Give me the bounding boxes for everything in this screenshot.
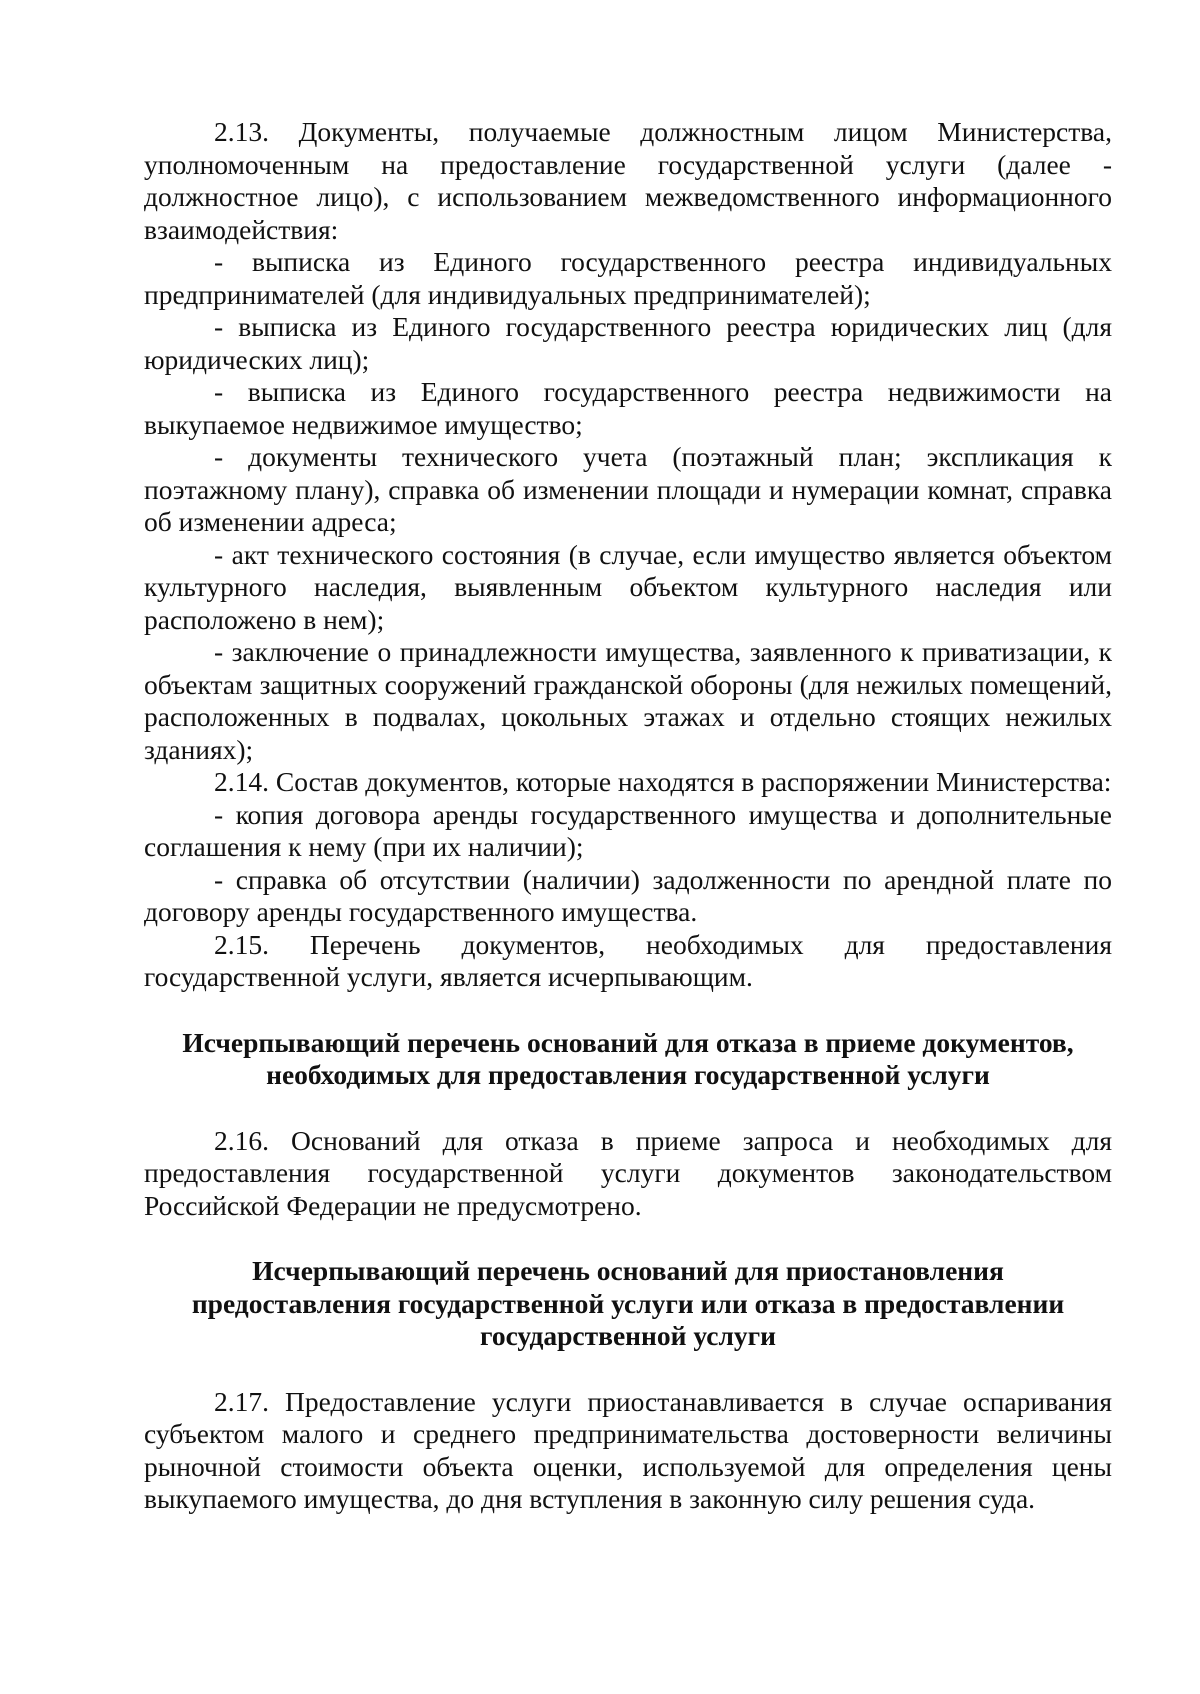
list-item-egrip-extract: - выписка из Единого государственного реестра индивидуальных предпринимателей (для индивидуальных предпринимателей);	[144, 246, 1112, 310]
heading-line: Исчерпывающий перечень оснований для отказа в приеме документов,	[182, 1026, 1074, 1058]
section-heading-refusal-grounds	[144, 1027, 1112, 1092]
list-item-technical-condition-act: - акт технического состояния (в случае, если имущество является объектом культурного наследия, выявленным объектом культурного наследия или расположено в нем);	[144, 538, 1112, 635]
heading-line: Исчерпывающий перечень оснований для приостановления	[252, 1255, 1004, 1286]
heading-line: необходимых для предоставления государственной услуги	[266, 1059, 990, 1090]
list-item-debt-certificate: - справка об отсутствии (наличии) задолженности по арендной плате по договору аренды государственного имущества.	[144, 863, 1112, 927]
list-item-egrn-extract: - выписка из Единого государственного реестра недвижимости на выкупаемое недвижимое имущество;	[144, 376, 1112, 440]
heading-line: предоставления государственной услуги или отказа в предоставлении	[191, 1287, 1065, 1319]
heading-line: государственной услуги	[480, 1320, 776, 1351]
list-item-egrul-extract: - выписка из Единого государственного реестра юридических лиц (для юридических лиц);	[144, 311, 1112, 375]
paragraph-2-13: 2.13. Документы, получаемые должностным лицом Министерства, уполномоченным на предоставление государственной услуги (далее - должностное лицо), с использованием межведомственного информационного взаимодействия:	[144, 116, 1112, 245]
paragraph-2-16: 2.16. Оснований для отказа в приеме запроса и необходимых для предоставления государственной услуги документов законодательством Российской Федерации не предусмотрено.	[144, 1124, 1112, 1221]
list-item-lease-agreement-copy: - копия договора аренды государственного имущества и дополнительные соглашения к нему (при их наличии);	[144, 798, 1112, 862]
document-page	[144, 116, 1112, 1516]
paragraph-2-14: 2.14. Состав документов, которые находятся в распоряжении Министерства:	[214, 766, 1112, 797]
paragraph-2-17: 2.17. Предоставление услуги приостанавливается в случае оспаривания субъектом малого и среднего предпринимательства достоверности величины рыночной стоимости объекта оценки, используемой для определения цены выкупаемого имущества, до дня вступления в законную силу решения суда.	[144, 1385, 1112, 1514]
list-item-civil-defense-conclusion: - заключение о принадлежности имущества, заявленного к приватизации, к объектам защитных сооружений гражданской обороны (для нежилых помещений, расположенных в подвалах, цокольных этажах и отдельно стоящих нежилых зданиях);	[144, 636, 1112, 765]
section-heading-suspension-grounds	[144, 1255, 1112, 1353]
paragraph-2-15: 2.15. Перечень документов, необходимых для предоставления государственной услуги, является исчерпывающим.	[144, 928, 1112, 992]
list-item-technical-documents: - документы технического учета (поэтажный план; экспликация к поэтажному плану), справка об изменении площади и нумерации комнат, справка об изменении адреса;	[144, 441, 1112, 537]
